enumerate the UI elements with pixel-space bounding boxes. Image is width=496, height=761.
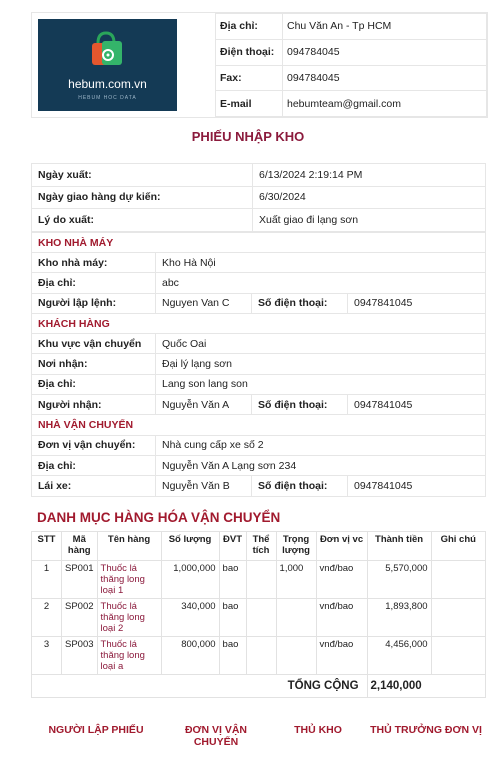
row-weight: 1,000 (276, 561, 316, 599)
reason-label: Lý do xuất: (32, 209, 253, 232)
region-label: Khu vực vận chuyển (32, 334, 156, 354)
signature-preparer: NGƯỜI LẬP PHIẾU (48, 724, 144, 736)
factory-phone: 0947841045 (348, 293, 486, 313)
carrier-unit: Nhà cung cấp xe số 2 (156, 435, 486, 455)
customer-address: Lang son lang son (156, 374, 486, 394)
row-unit: bao (219, 561, 246, 599)
row-name: Thuốc lá thăng long loại 1 (97, 561, 161, 599)
row-weight (276, 637, 316, 675)
shopping-bag-icon (84, 27, 128, 71)
signature-row (31, 724, 486, 754)
goods-header-row (32, 532, 486, 561)
phone-label: Điện thoại: (216, 39, 283, 65)
signature-carrier: ĐƠN VỊ VẬN CHUYỂN (184, 724, 248, 748)
row-code: SP001 (62, 561, 98, 599)
row-ship-unit: vnđ/bao (316, 599, 367, 637)
factory-address-label: Địa chỉ: (32, 273, 156, 293)
logo-tagline: HEBUM HOC DATA (78, 95, 137, 101)
logo-site-name: hebum.com.vn (68, 77, 147, 91)
driver-label: Lái xe: (32, 476, 156, 496)
column-header: Số lượng (161, 532, 219, 561)
table-row (32, 599, 486, 637)
customer-phone-label: Số điện thoại: (252, 395, 348, 415)
total-row (32, 675, 486, 698)
row-qty: 1,000,000 (161, 561, 219, 599)
order-info-table (31, 163, 486, 232)
party-info-table (31, 232, 486, 497)
carrier-phone-label: Số điện thoại: (252, 476, 348, 496)
row-amount: 1,893,800 (367, 599, 431, 637)
carrier-heading: NHÀ VẬN CHUYỂN (32, 415, 486, 435)
column-header: Ghi chú (431, 532, 485, 561)
company-logo (38, 19, 177, 111)
export-date-label: Ngày xuất: (32, 164, 253, 187)
email-label: E-mail (216, 91, 283, 117)
row-qty: 340,000 (161, 599, 219, 637)
receive-place: Đại lý lạng sơn (156, 354, 486, 374)
company-header (31, 12, 488, 118)
row-qty: 800,000 (161, 637, 219, 675)
address-label: Địa chỉ: (216, 14, 283, 40)
customer-phone: 0947841045 (348, 395, 486, 415)
row-unit: bao (219, 637, 246, 675)
page-title: PHIẾU NHẬP KHO (191, 129, 305, 144)
row-note (431, 599, 485, 637)
factory-name: Kho Hà Nội (156, 253, 486, 273)
total-label: TỔNG CỘNG (32, 675, 368, 698)
company-phone: 094784045 (283, 39, 487, 65)
row-note (431, 561, 485, 599)
row-code: SP002 (62, 599, 98, 637)
receiver-label: Người nhận: (32, 395, 156, 415)
row-amount: 4,456,000 (367, 637, 431, 675)
receive-place-label: Nơi nhận: (32, 354, 156, 374)
row-volume (246, 637, 276, 675)
row-stt: 2 (32, 599, 62, 637)
goods-table (31, 531, 486, 698)
row-weight (276, 599, 316, 637)
signature-warehouse-keeper: THỦ KHO (294, 724, 342, 736)
row-stt: 3 (32, 637, 62, 675)
issuer-name: Nguyen Van C (156, 293, 252, 313)
column-header: Trọng lượng (276, 532, 316, 561)
receiver-name: Nguyễn Văn A (156, 395, 252, 415)
column-header: STT (32, 532, 62, 561)
company-fax: 094784045 (283, 65, 487, 91)
signature-unit-head: THỦ TRƯỞNG ĐƠN VỊ (370, 724, 482, 736)
row-stt: 1 (32, 561, 62, 599)
delivery-date-label: Ngày giao hàng dự kiến: (32, 186, 253, 209)
row-name: Thuốc lá thăng long loại a (97, 637, 161, 675)
customer-heading: KHÁCH HÀNG (32, 313, 486, 333)
row-note (431, 637, 485, 675)
row-volume (246, 561, 276, 599)
row-volume (246, 599, 276, 637)
goods-heading: DANH MỤC HÀNG HÓA VẬN CHUYỂN (37, 510, 281, 525)
factory-heading: KHO NHÀ MÁY (32, 233, 486, 253)
customer-address-label: Địa chỉ: (32, 374, 156, 394)
table-row (32, 561, 486, 599)
column-header: Tên hàng (97, 532, 161, 561)
row-ship-unit: vnđ/bao (316, 637, 367, 675)
fax-label: Fax: (216, 65, 283, 91)
company-info-table (215, 13, 487, 117)
carrier-address: Nguyễn Văn A Lạng sơn 234 (156, 455, 486, 475)
factory-address: abc (156, 273, 486, 293)
factory-phone-label: Số điện thoại: (252, 293, 348, 313)
shipping-region: Quốc Oai (156, 334, 486, 354)
row-unit: bao (219, 599, 246, 637)
row-name: Thuốc lá thăng long loại 2 (97, 599, 161, 637)
column-header: ĐVT (219, 532, 246, 561)
table-row (32, 637, 486, 675)
carrier-phone: 0947841045 (348, 476, 486, 496)
column-header: Thể tích (246, 532, 276, 561)
company-email: hebumteam@gmail.com (283, 91, 487, 117)
driver-name: Nguyễn Văn B (156, 476, 252, 496)
export-date: 6/13/2024 2:19:14 PM (253, 164, 486, 187)
row-ship-unit: vnđ/bao (316, 561, 367, 599)
carrier-unit-label: Đơn vị vận chuyển: (32, 435, 156, 455)
issuer-label: Người lập lệnh: (32, 293, 156, 313)
factory-name-label: Kho nhà máy: (32, 253, 156, 273)
total-amount: 2,140,000 (367, 675, 485, 698)
row-code: SP003 (62, 637, 98, 675)
export-reason: Xuất giao đi lạng sơn (253, 209, 486, 232)
delivery-date: 6/30/2024 (253, 186, 486, 209)
company-address: Chu Văn An - Tp HCM (283, 14, 487, 40)
column-header: Đơn vị vc (316, 532, 367, 561)
carrier-address-label: Địa chỉ: (32, 455, 156, 475)
column-header: Mã hàng (62, 532, 98, 561)
column-header: Thành tiền (367, 532, 431, 561)
row-amount: 5,570,000 (367, 561, 431, 599)
